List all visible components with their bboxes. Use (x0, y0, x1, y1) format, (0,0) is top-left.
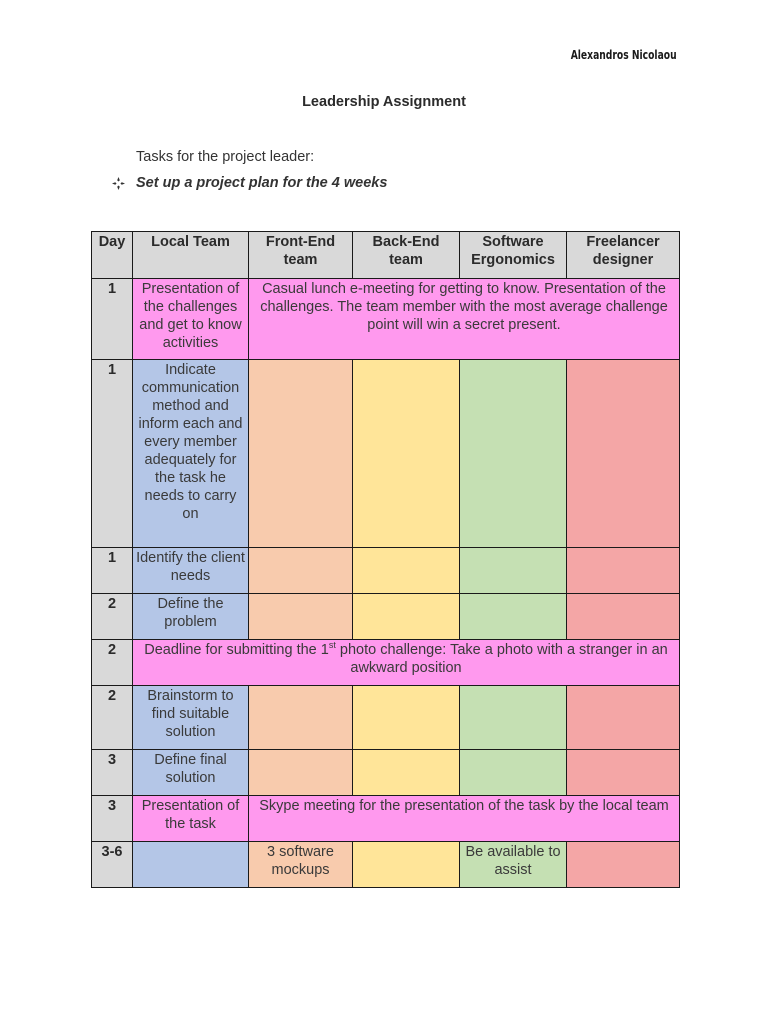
back-end-cell (353, 360, 460, 548)
table-header-row (92, 232, 680, 279)
local-team-cell (133, 842, 249, 888)
back-end-cell (353, 842, 460, 888)
header-local-team: Local Team (133, 232, 249, 279)
back-end-cell (353, 750, 460, 796)
local-team-cell: Brainstorm to find suitable solution (133, 686, 249, 750)
front-end-cell (249, 686, 353, 750)
day-cell: 2 (92, 640, 133, 686)
front-end-cell (249, 594, 353, 640)
bullet-item (112, 175, 387, 191)
freelancer-cell (567, 594, 680, 640)
table-row (92, 686, 680, 750)
table-row (92, 548, 680, 594)
day-cell: 1 (92, 279, 133, 360)
local-team-cell: Indicate communication method and inform each and every member adequately for the task he needs to carry on (133, 360, 249, 548)
day-cell: 3 (92, 796, 133, 842)
ergonomics-cell (460, 686, 567, 750)
ergonomics-cell (460, 750, 567, 796)
local-team-cell: Presentation of the task (133, 796, 249, 842)
header-software-ergonomics: Software Ergonomics (460, 232, 567, 279)
day-cell: 1 (92, 360, 133, 548)
local-team-cell: Presentation of the challenges and get to know activities (133, 279, 249, 360)
front-end-cell (249, 360, 353, 548)
ergonomics-cell (460, 548, 567, 594)
day-cell: 1 (92, 548, 133, 594)
document-title: Leadership Assignment (302, 94, 466, 110)
ordinal-suffix: st (328, 640, 336, 651)
bullet-text: Set up a project plan for the 4 weeks (136, 175, 388, 191)
header-front-end-team: Front-End team (249, 232, 353, 279)
ergonomics-cell (460, 594, 567, 640)
header-back-end-team: Back-End team (353, 232, 460, 279)
project-plan-table (91, 231, 680, 888)
table-row (92, 750, 680, 796)
merged-activity-cell: Skype meeting for the presentation of the task by the local team (249, 796, 680, 842)
back-end-cell (353, 548, 460, 594)
freelancer-cell (567, 750, 680, 796)
freelancer-cell (567, 842, 680, 888)
freelancer-cell (567, 360, 680, 548)
author-name: Alexandros Nicolaou (571, 48, 677, 62)
front-end-cell (249, 548, 353, 594)
merged-text-start: Deadline for submitting the 1 (144, 642, 329, 658)
back-end-cell (353, 594, 460, 640)
local-team-cell: Identify the client needs (133, 548, 249, 594)
freelancer-cell (567, 686, 680, 750)
table-row (92, 279, 680, 360)
table-row (92, 640, 680, 686)
header-day: Day (92, 232, 133, 279)
local-team-cell: Define final solution (133, 750, 249, 796)
front-end-cell: 3 software mockups (249, 842, 353, 888)
header-freelancer-designer: Freelancer designer (567, 232, 680, 279)
day-cell: 2 (92, 686, 133, 750)
ergonomics-cell (460, 360, 567, 548)
diamond-bullet-icon (112, 177, 125, 190)
day-cell: 2 (92, 594, 133, 640)
day-cell: 3 (92, 750, 133, 796)
local-team-cell: Define the problem (133, 594, 249, 640)
back-end-cell (353, 686, 460, 750)
merged-activity-cell (133, 640, 680, 686)
table-row (92, 594, 680, 640)
freelancer-cell (567, 548, 680, 594)
tasks-intro: Tasks for the project leader: (136, 149, 315, 165)
table-row (92, 796, 680, 842)
front-end-cell (249, 750, 353, 796)
table-row (92, 360, 680, 548)
merged-activity-cell: Casual lunch e-meeting for getting to know. Presentation of the challenges. The team member with the most average challenge point will win a secret present. (249, 279, 680, 360)
ergonomics-cell: Be available to assist (460, 842, 567, 888)
merged-text-end: photo challenge: Take a photo with a stranger in an awkward position (335, 642, 668, 676)
table-row (92, 842, 680, 888)
day-cell: 3-6 (92, 842, 133, 888)
